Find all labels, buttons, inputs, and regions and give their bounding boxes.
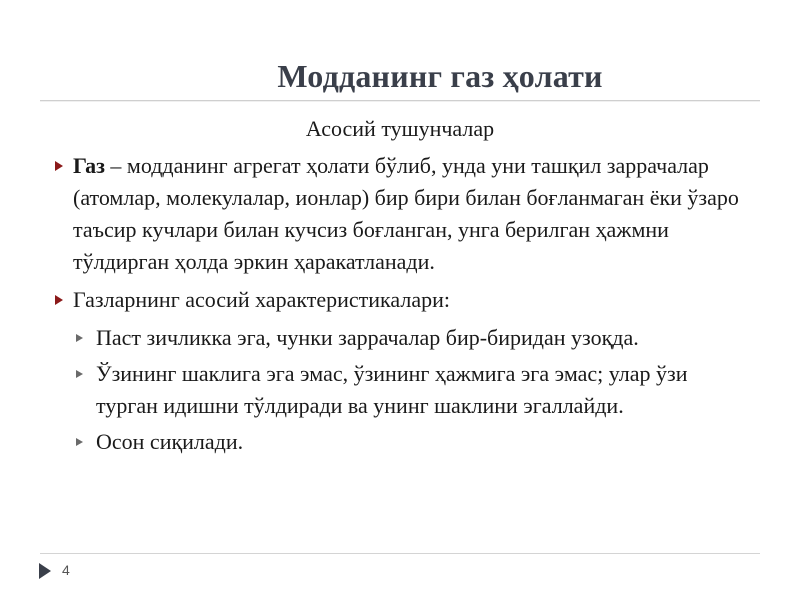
sub-bullet-low-density <box>50 322 750 354</box>
sub-bullet-compressible <box>50 426 750 458</box>
slide-title: Модданинг газ ҳолати <box>277 58 603 94</box>
sub-bullet-arrow-icon <box>76 370 83 378</box>
footer-divider <box>40 553 760 554</box>
bullet-gas-definition <box>50 150 750 278</box>
slide-subtitle: Асосий тушунчалар <box>305 116 495 141</box>
footer-play-icon <box>39 563 51 579</box>
gas-definition-text: – модданинг агрегат ҳолати бўлиб, унда уни ташқил заррачалар (атомлар, молекулалар, ионлар) бир бири билан боғланмаган ёки ўзаро таъсир кучлари билан кучсиз боғланган, унга берилган ҳажмни тўлдирган ҳолда эркин ҳаракатланади. <box>73 153 739 274</box>
sub-bullet-no-shape <box>50 358 750 422</box>
sub-bullet-arrow-icon <box>76 334 83 342</box>
bullet-arrow-icon <box>55 161 63 171</box>
sub-bullet-text: Ўзининг шаклига эга эмас, ўзининг ҳажмига эга эмас; улар ўзи турган идишни тўлдиради ва унинг шаклини эгаллайди. <box>96 361 688 418</box>
page-number: 4 <box>62 562 70 578</box>
gas-term: Газ <box>73 153 105 178</box>
bullet-characteristics-heading <box>50 284 750 316</box>
title-divider <box>40 100 760 101</box>
slide-content <box>50 150 750 462</box>
sub-bullet-text: Осон сиқилади. <box>96 429 244 454</box>
bullet-arrow-icon <box>55 295 63 305</box>
sub-bullet-arrow-icon <box>76 438 83 446</box>
sub-bullet-text: Паст зичликка эга, чунки заррачалар бир-биридан узоқда. <box>96 325 639 350</box>
characteristics-heading-text: Газларнинг асосий характеристикалари: <box>73 287 450 312</box>
